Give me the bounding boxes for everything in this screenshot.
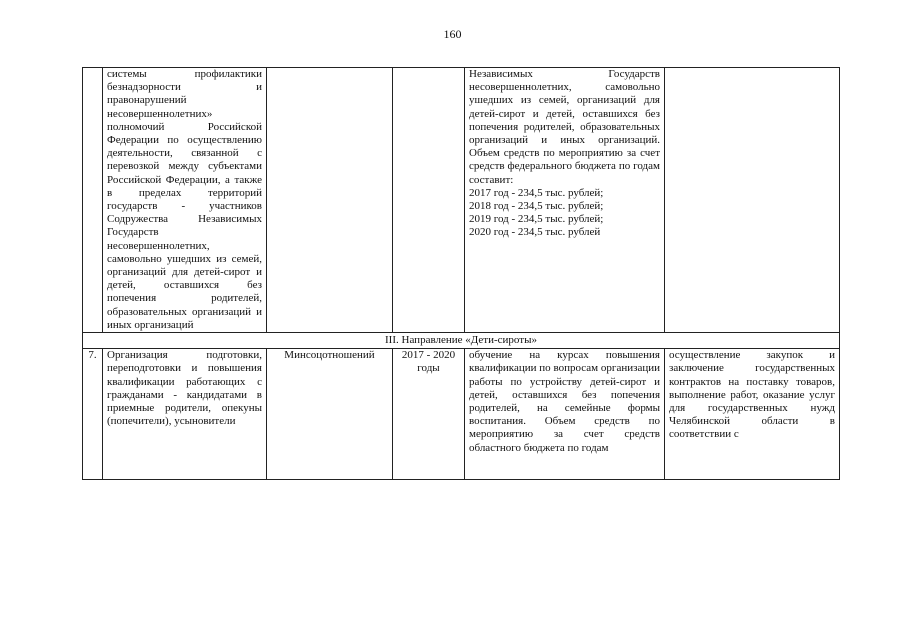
cell-number-empty bbox=[83, 68, 103, 333]
cell-period-empty bbox=[393, 68, 465, 333]
section-heading-row bbox=[83, 333, 840, 349]
cell-executor: Минсоцотношений bbox=[267, 349, 393, 480]
cell-result-continued bbox=[465, 68, 665, 333]
table-row-7 bbox=[83, 349, 840, 480]
cell-measure-continued: системы профилактики безнадзорности и правонарушений несовершеннолетних» полномочий Российской Федерации по осуществлению деятельности, связанной с перевозкой между субъектами Российской Федерации, а также в пределах территорий государств - участников Содружества Независимых Государств несовершеннолетних, самовольно ушедших из семей, организаций для детей-сирот и детей, оставшихся без попечения родителей, образовательных организаций и иных организаций bbox=[103, 68, 267, 333]
cell-result: обучение на курсах повышения квалификации по вопросам организации работы по устройству детей-сирот и детей, оставшихся без попечения родителей, на семейные формы воспитания. Объем средств по мероприятию за счет средств областного бюджета по годам bbox=[465, 349, 665, 480]
cell-number: 7. bbox=[83, 349, 103, 480]
cell-measure: Организация подготовки, переподготовки и повышения квалификации работающих с гражданами - кандидатами в приемные родители, опекуны (попечители), усыновители bbox=[103, 349, 267, 480]
cell-mechanism: осуществление закупок и заключение государственных контрактов на поставку товаров, выполнение работ, оказание услуг для государственных нужд Челябинской области в соответствии с bbox=[665, 349, 840, 480]
funding-year-2018: 2018 год - 234,5 тыс. рублей; bbox=[469, 200, 604, 213]
cell-mechanism-empty bbox=[665, 68, 840, 333]
cell-period: 2017 - 2020 годы bbox=[393, 349, 465, 480]
funding-year-2020: 2020 год - 234,5 тыс. рублей bbox=[469, 226, 601, 239]
result-text: Независимых Государств несовершеннолетних, самовольно ушедших из семей, организаций для детей-сирот и детей, оставшихся без попечения родителей, образовательных организаций и иных организаций. Объем средств по мероприятию за счет средств федерального бюджета по годам составит: bbox=[469, 68, 660, 186]
funding-year-2019: 2019 год - 234,5 тыс. рублей; bbox=[469, 213, 604, 226]
funding-year-2017: 2017 год - 234,5 тыс. рублей; bbox=[469, 186, 604, 199]
table-row-continued bbox=[83, 68, 840, 333]
section-title: III. Направление «Дети-сироты» bbox=[83, 333, 840, 349]
page-number: 160 bbox=[443, 27, 462, 41]
measures-table bbox=[82, 67, 840, 480]
cell-executor-empty bbox=[267, 68, 393, 333]
